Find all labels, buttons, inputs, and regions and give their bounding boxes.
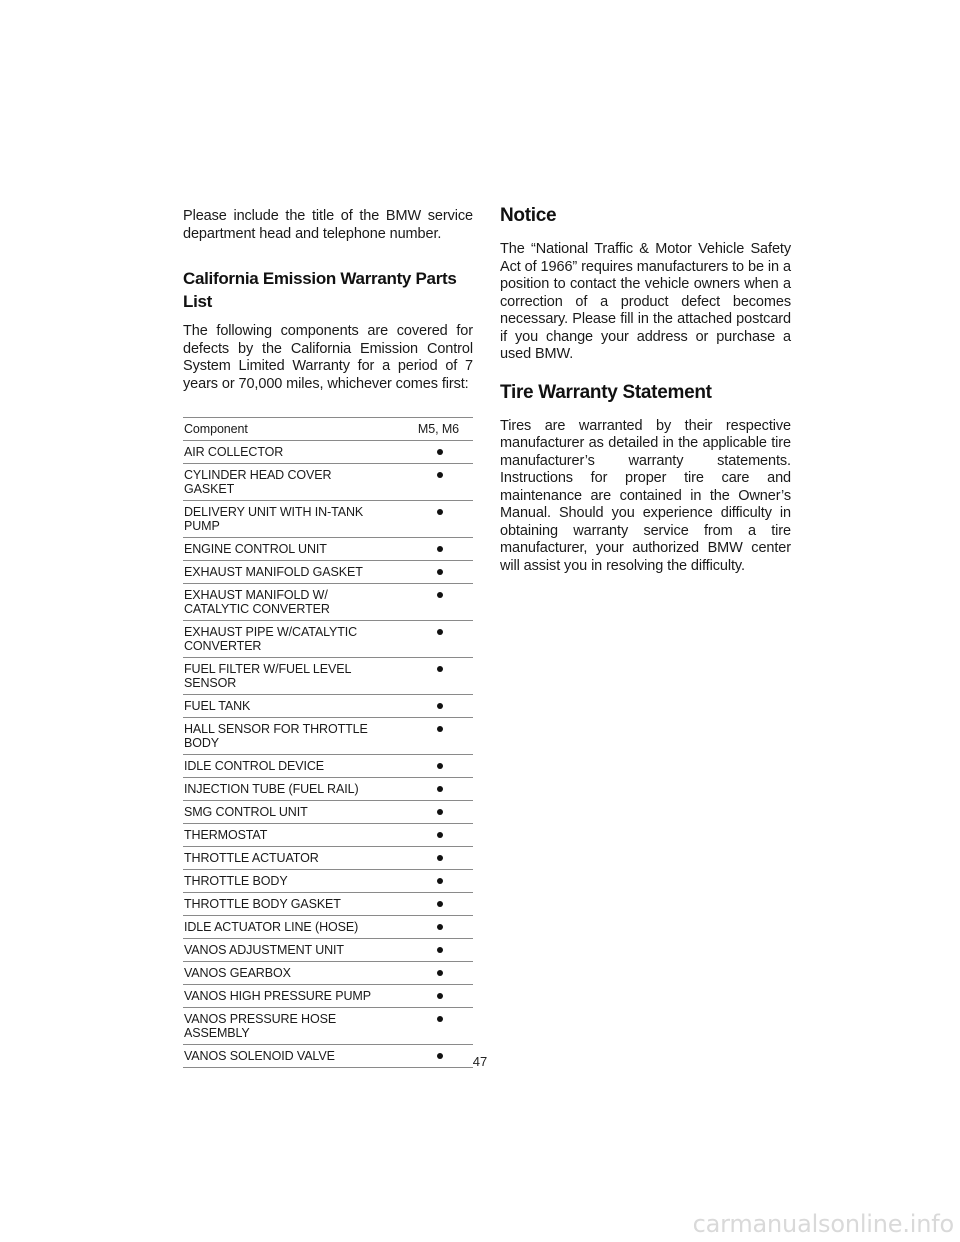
bullet-dot-icon (437, 947, 443, 953)
component-name: VANOS HIGH PRESSURE PUMP (183, 985, 386, 1008)
bullet-dot-icon (437, 970, 443, 976)
ca-emission-heading: California Emission Warranty Parts List (183, 269, 457, 311)
coverage-cell (386, 464, 473, 501)
bullet-dot-icon (437, 993, 443, 999)
table-row (183, 755, 473, 778)
coverage-cell (386, 985, 473, 1008)
table-row (183, 985, 473, 1008)
coverage-cell (386, 962, 473, 985)
component-name: DELIVERY UNIT WITH IN-TANK PUMP (183, 501, 386, 538)
table-row (183, 1008, 473, 1045)
table-row (183, 801, 473, 824)
notice-paragraph: The “National Traffic & Motor Vehicle Safety Act of 1966” requires manufacturers to be in a position to contact the vehicle owners when a correction of a product defect becomes necessary. Please fill in the attached postcard if you change your address or purchase a used BMW. (500, 241, 791, 362)
tire-warranty-heading: Tire Warranty Statement (500, 381, 712, 403)
bullet-dot-icon (437, 809, 443, 815)
right-column (500, 204, 791, 575)
component-name: THROTTLE BODY GASKET (183, 893, 386, 916)
ca-emission-paragraph: The following components are covered for defects by the California Emission Control System Limited Warranty for a period of 7 years or 70,000 miles, whichever comes first: (183, 323, 473, 392)
coverage-cell (386, 755, 473, 778)
component-name: EXHAUST MANIFOLD W/ CATALYTIC CONVERTER (183, 584, 386, 621)
component-name: SMG CONTROL UNIT (183, 801, 386, 824)
left-column (183, 208, 473, 1068)
coverage-cell (386, 695, 473, 718)
bullet-dot-icon (437, 546, 443, 552)
table-row (183, 916, 473, 939)
table-row (183, 501, 473, 538)
component-name: HALL SENSOR FOR THROTTLE BODY (183, 718, 386, 755)
component-name: EXHAUST PIPE W/CATALYTIC CONVERTER (183, 621, 386, 658)
page-number: 47 (472, 1054, 488, 1069)
table-row (183, 939, 473, 962)
component-name: FUEL TANK (183, 695, 386, 718)
table-row (183, 962, 473, 985)
bullet-dot-icon (437, 832, 443, 838)
coverage-cell (386, 1008, 473, 1045)
bullet-dot-icon (437, 629, 443, 635)
table-row (183, 464, 473, 501)
parts-table-body (183, 441, 473, 1068)
component-name: IDLE ACTUATOR LINE (HOSE) (183, 916, 386, 939)
notice-heading: Notice (500, 205, 557, 226)
tire-warranty-paragraph: Tires are warranted by their respective manufacturer as detailed in the applicable tire manufacturer’s warranty statements. Instructions for proper tire care and maintenance are contained in the Owner’s Manual. Should you experience difficulty in obtaining warranty service from a tire manufacturer, your authorized BMW center will assist you in resolving the difficulty. (500, 417, 791, 574)
table-row (183, 621, 473, 658)
coverage-cell (386, 939, 473, 962)
component-name: AIR COLLECTOR (183, 441, 386, 464)
component-name: VANOS SOLENOID VALVE (183, 1045, 386, 1068)
table-row (183, 778, 473, 801)
coverage-cell (386, 538, 473, 561)
table-header-row (183, 418, 473, 441)
component-name: CYLINDER HEAD COVER GASKET (183, 464, 386, 501)
component-name: VANOS PRESSURE HOSE ASSEMBLY (183, 1008, 386, 1045)
component-name: VANOS ADJUSTMENT UNIT (183, 939, 386, 962)
component-name: INJECTION TUBE (FUEL RAIL) (183, 778, 386, 801)
component-name: THROTTLE ACTUATOR (183, 847, 386, 870)
coverage-cell (386, 584, 473, 621)
table-row (183, 718, 473, 755)
table-row (183, 695, 473, 718)
table-row (183, 538, 473, 561)
parts-table (183, 417, 473, 1068)
bullet-dot-icon (437, 924, 443, 930)
component-name: THERMOSTAT (183, 824, 386, 847)
bullet-dot-icon (437, 901, 443, 907)
coverage-cell (386, 801, 473, 824)
coverage-cell (386, 870, 473, 893)
coverage-cell (386, 778, 473, 801)
coverage-cell (386, 847, 473, 870)
coverage-cell (386, 824, 473, 847)
bullet-dot-icon (437, 666, 443, 672)
table-row (183, 584, 473, 621)
component-name: IDLE CONTROL DEVICE (183, 755, 386, 778)
coverage-cell (386, 893, 473, 916)
bullet-dot-icon (437, 569, 443, 575)
component-name: THROTTLE BODY (183, 870, 386, 893)
bullet-dot-icon (437, 726, 443, 732)
table-row (183, 441, 473, 464)
coverage-cell (386, 916, 473, 939)
watermark: carmanualsonline.info (692, 1210, 954, 1238)
bullet-dot-icon (437, 878, 443, 884)
component-name: EXHAUST MANIFOLD GASKET (183, 561, 386, 584)
bullet-dot-icon (437, 763, 443, 769)
bullet-dot-icon (437, 449, 443, 455)
coverage-cell (386, 621, 473, 658)
component-name: FUEL FILTER W/FUEL LEVEL SENSOR (183, 658, 386, 695)
bullet-dot-icon (437, 472, 443, 478)
bullet-dot-icon (437, 786, 443, 792)
bullet-dot-icon (437, 703, 443, 709)
header-models: M5, M6 (386, 418, 473, 441)
table-row (183, 847, 473, 870)
coverage-cell (386, 561, 473, 584)
coverage-cell (386, 718, 473, 755)
component-name: ENGINE CONTROL UNIT (183, 538, 386, 561)
table-row (183, 893, 473, 916)
component-name: VANOS GEARBOX (183, 962, 386, 985)
header-component: Component (183, 418, 386, 441)
bullet-dot-icon (437, 1016, 443, 1022)
coverage-cell (386, 441, 473, 464)
table-row (183, 870, 473, 893)
table-row (183, 658, 473, 695)
bullet-dot-icon (437, 855, 443, 861)
bullet-dot-icon (437, 509, 443, 515)
coverage-cell (386, 658, 473, 695)
table-row (183, 561, 473, 584)
table-row (183, 824, 473, 847)
coverage-cell (386, 501, 473, 538)
bullet-dot-icon (437, 592, 443, 598)
intro-text: Please include the title of the BMW service department head and telephone number. (183, 208, 473, 242)
